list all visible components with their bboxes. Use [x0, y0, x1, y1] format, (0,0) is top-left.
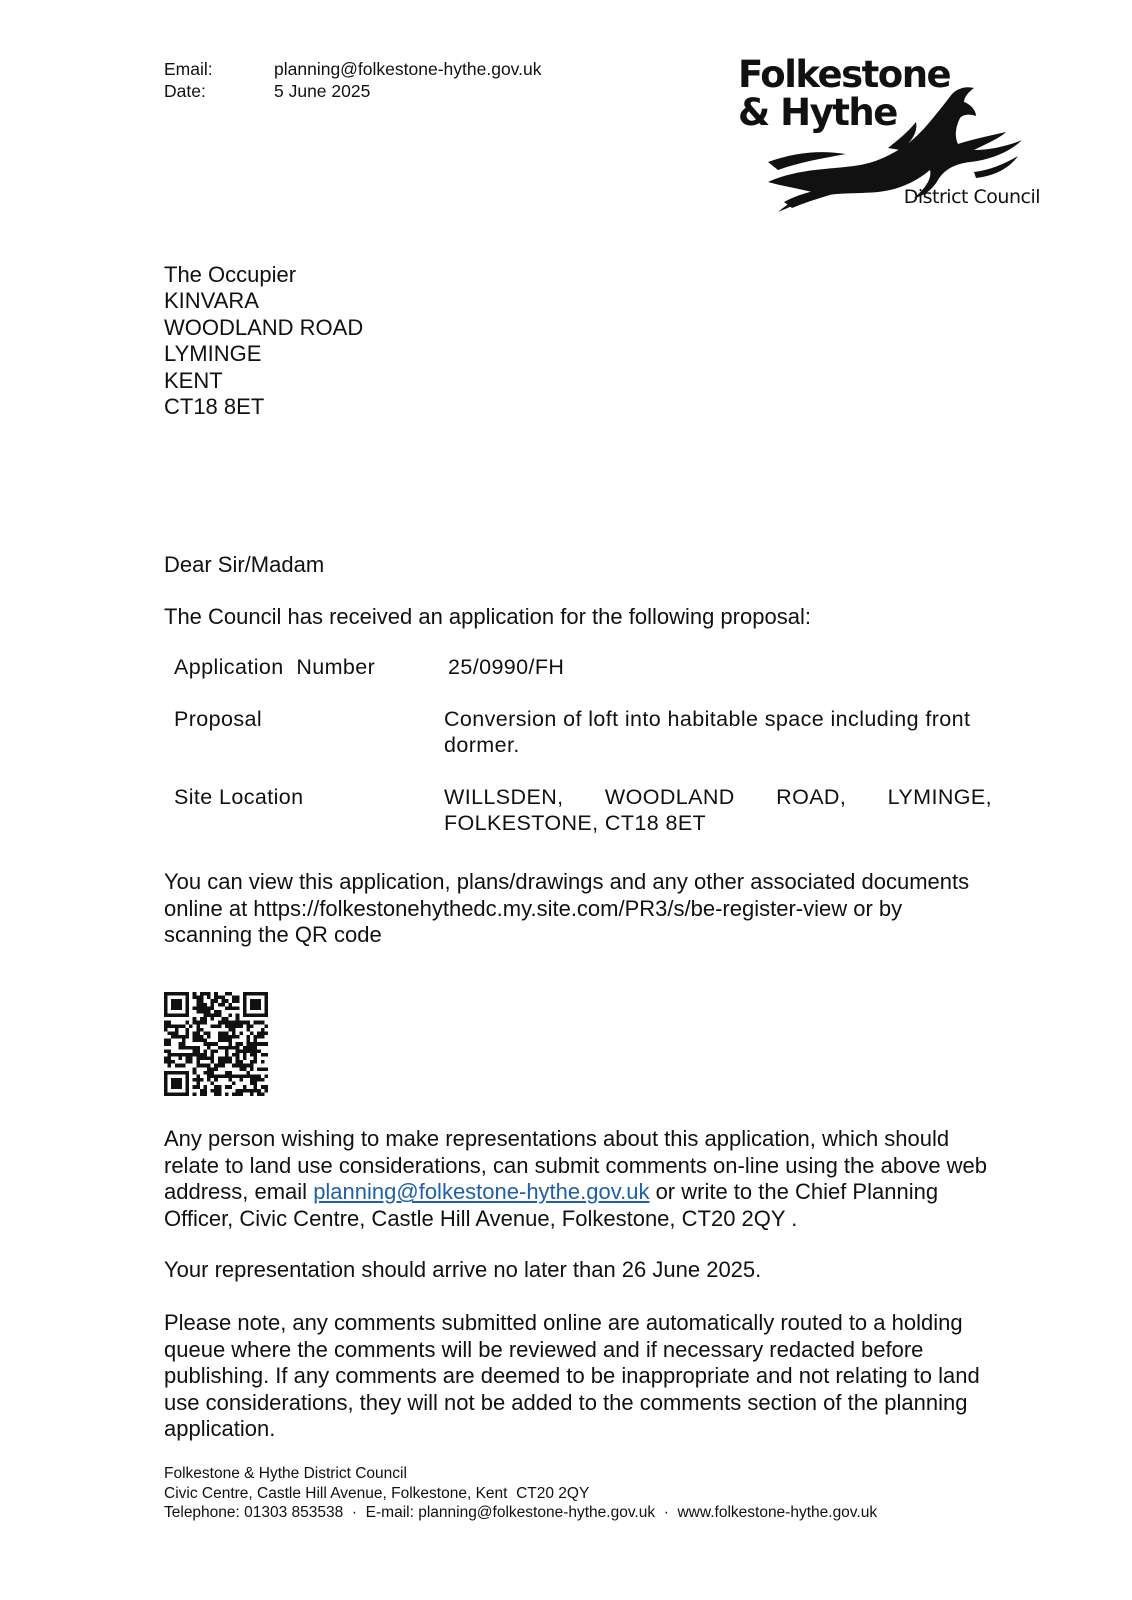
representations-text-end: or write to the Chief Planning Officer, Civic Centre, Castle Hill Avenue, Folkestone, CT20 2QY .: [164, 1179, 939, 1231]
site-location-label: Site Location: [174, 784, 304, 809]
proposal-row: [174, 706, 994, 759]
site-location-line1: [444, 784, 992, 811]
site-location-row: [174, 784, 994, 837]
salutation: Dear Sir/Madam: [164, 552, 325, 577]
date-value: 5 June 2025: [274, 81, 371, 101]
site-location-word: ROAD,: [776, 784, 847, 809]
email-row: [164, 58, 541, 80]
application-number-row: [174, 654, 994, 681]
site-location-word: LYMINGE,: [887, 784, 992, 809]
footer-line1: Folkestone & Hythe District Council: [164, 1465, 407, 1482]
date-label: Date:: [164, 81, 206, 101]
footer-line2: Civic Centre, Castle Hill Avenue, Folkestone, Kent CT20 2QY: [164, 1484, 590, 1502]
address-line: KENT: [164, 367, 223, 393]
site-location-value: [444, 784, 992, 837]
representations-text: Any person wishing to make representations about this application, which should relate to land use considerations, can submit comments on-line using the above web address, email: [164, 1126, 988, 1205]
logo-text-line2: & Hythe: [738, 91, 897, 134]
email-value: planning@folkestone-hythe.gov.uk: [274, 59, 542, 79]
qr-code-icon[interactable]: [164, 992, 268, 1096]
council-logo: [738, 52, 1048, 217]
date-row: [164, 80, 541, 102]
site-location-line2: FOLKESTONE, CT18 8ET: [444, 811, 707, 836]
recipient-address: [164, 262, 363, 420]
logo-text-line1: Folkestone: [738, 53, 951, 96]
representations-paragraph: [164, 1126, 994, 1232]
application-details: [174, 654, 994, 862]
application-number-value: 25/0990/FH: [448, 655, 565, 679]
address-line: KINVARA: [164, 288, 259, 314]
note-paragraph: Please note, any comments submitted online are automatically routed to a holding queue where the comments will be reviewed and if necessary redacted before publishing. If any comments are deemed to be inappropriate and not relating to land use considerations, they will not be added to the comments section of the planning application.: [164, 1310, 980, 1442]
deadline-paragraph: Your representation should arrive no later than 26 June 2025.: [164, 1257, 762, 1282]
logo-subtitle: District Council: [903, 186, 1040, 208]
view-online-paragraph: You can view this application, plans/drawings and any other associated documents online at https://folkestonehythedc.my.site.com/PR3/s/be-register-view or by scanning the QR code: [164, 869, 970, 948]
proposal-value: Conversion of loft into habitable space including front dormer.: [444, 706, 971, 758]
site-location-word: WILLSDEN,: [444, 784, 564, 809]
address-line: WOODLAND ROAD: [164, 314, 364, 340]
letter-footer: [164, 1464, 877, 1523]
letter-meta: [164, 58, 541, 102]
application-number-label: Application Number: [174, 655, 376, 679]
footer-line3: Telephone: 01303 853538 · E-mail: planning@folkestone-hythe.gov.uk · www.folkestone-hythe.gov.uk: [164, 1504, 878, 1521]
address-line: The Occupier: [164, 262, 297, 287]
site-location-word: WOODLAND: [604, 784, 735, 809]
email-label: Email:: [164, 59, 213, 79]
address-line: LYMINGE: [164, 341, 262, 367]
intro-paragraph: The Council has received an application for the following proposal:: [164, 604, 811, 629]
proposal-label: Proposal: [174, 706, 263, 731]
planning-email-link[interactable]: planning@folkestone-hythe.gov.uk: [313, 1179, 650, 1205]
address-line: CT18 8ET: [164, 394, 265, 420]
